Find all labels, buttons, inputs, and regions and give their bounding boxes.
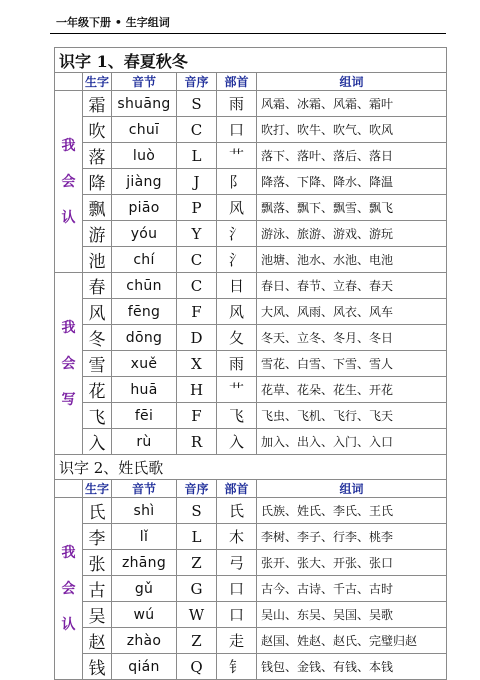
table-row [55, 602, 447, 628]
column-header-char: 生字 [83, 480, 112, 498]
cell-words: 春日、春节、立春、春天 [257, 273, 447, 299]
group-label [55, 273, 83, 455]
cell-character: 吹 [83, 117, 112, 143]
cell-character: 吴 [83, 602, 112, 628]
group-label-char: 会 [61, 580, 76, 597]
cell-pinyin: yóu [112, 221, 177, 247]
cell-words: 李树、李子、行李、桃李 [257, 524, 447, 550]
cell-words: 钱包、金钱、有钱、本钱 [257, 654, 447, 680]
table-row [55, 377, 447, 403]
table-row [55, 628, 447, 654]
cell-initial-letter: C [177, 273, 217, 299]
cell-pinyin: huā [112, 377, 177, 403]
cell-radical: 口 [217, 602, 257, 628]
cell-words: 冬天、立冬、冬月、冬日 [257, 325, 447, 351]
table-row [55, 195, 447, 221]
table-row [55, 654, 447, 680]
cell-pinyin: qián [112, 654, 177, 680]
cell-radical: 夂 [217, 325, 257, 351]
column-header-radical: 部首 [217, 73, 257, 91]
cell-initial-letter: W [177, 602, 217, 628]
header-divider [50, 33, 446, 34]
cell-pinyin: shuāng [112, 91, 177, 117]
cell-character: 风 [83, 299, 112, 325]
cell-initial-letter: Z [177, 550, 217, 576]
cell-radical: 口 [217, 576, 257, 602]
column-header-pinyin: 音节 [112, 73, 177, 91]
cell-words: 吹打、吹牛、吹气、吹风 [257, 117, 447, 143]
cell-initial-letter: F [177, 403, 217, 429]
cell-character: 冬 [83, 325, 112, 351]
group-label-char: 我 [61, 319, 76, 336]
cell-pinyin: zhāng [112, 550, 177, 576]
cell-initial-letter: D [177, 325, 217, 351]
cell-initial-letter: S [177, 498, 217, 524]
cell-radical: 入 [217, 429, 257, 455]
group-label [55, 91, 83, 273]
section-title: 识字 1、春夏秋冬 [55, 48, 447, 73]
column-header-blank [55, 73, 83, 91]
cell-initial-letter: P [177, 195, 217, 221]
cell-words: 降落、下降、降水、降温 [257, 169, 447, 195]
cell-character: 降 [83, 169, 112, 195]
cell-pinyin: fēi [112, 403, 177, 429]
cell-initial-letter: F [177, 299, 217, 325]
group-label-char: 我 [61, 544, 76, 561]
cell-character: 池 [83, 247, 112, 273]
cell-words: 雪花、白雪、下雪、雪人 [257, 351, 447, 377]
table-row [55, 351, 447, 377]
cell-radical: 氏 [217, 498, 257, 524]
section-title-row [55, 455, 447, 480]
group-label-char: 会 [61, 173, 76, 190]
group-label [55, 498, 83, 680]
cell-radical: 弓 [217, 550, 257, 576]
table-row [55, 143, 447, 169]
cell-character: 飘 [83, 195, 112, 221]
group-label-char: 写 [61, 391, 76, 408]
cell-character: 张 [83, 550, 112, 576]
table-row [55, 550, 447, 576]
cell-initial-letter: R [177, 429, 217, 455]
page-header-title: 一年级下册 • 生字组词 [56, 16, 170, 29]
cell-words: 大风、风雨、风衣、风车 [257, 299, 447, 325]
section-title: 识字 2、姓氏歌 [55, 455, 447, 480]
cell-words: 张开、张大、开张、张口 [257, 550, 447, 576]
column-header-pinyin: 音节 [112, 480, 177, 498]
table-row [55, 403, 447, 429]
cell-pinyin: wú [112, 602, 177, 628]
cell-pinyin: dōng [112, 325, 177, 351]
cell-words: 吴山、东吴、吴国、吴歌 [257, 602, 447, 628]
cell-initial-letter: H [177, 377, 217, 403]
cell-radical: 木 [217, 524, 257, 550]
cell-radical: 口 [217, 117, 257, 143]
cell-words: 赵国、姓赵、赵氏、完璧归赵 [257, 628, 447, 654]
cell-character: 氏 [83, 498, 112, 524]
column-header-words: 组词 [257, 73, 447, 91]
cell-pinyin: zhào [112, 628, 177, 654]
section-title-row [55, 48, 447, 73]
column-header-char: 生字 [83, 73, 112, 91]
cell-words: 飞虫、飞机、飞行、飞天 [257, 403, 447, 429]
cell-character: 入 [83, 429, 112, 455]
cell-character: 雪 [83, 351, 112, 377]
table-row [55, 117, 447, 143]
cell-character: 霜 [83, 91, 112, 117]
cell-radical: 日 [217, 273, 257, 299]
cell-radical: 风 [217, 299, 257, 325]
cell-radical: 雨 [217, 91, 257, 117]
cell-radical: 钅 [217, 654, 257, 680]
group-label-char: 认 [61, 209, 76, 226]
cell-character: 钱 [83, 654, 112, 680]
cell-character: 春 [83, 273, 112, 299]
table-row [55, 429, 447, 455]
column-header-blank [55, 480, 83, 498]
vocabulary-table [54, 47, 447, 680]
group-label-char: 认 [61, 616, 76, 633]
cell-pinyin: jiàng [112, 169, 177, 195]
cell-initial-letter: L [177, 143, 217, 169]
cell-words: 风霜、冰霜、风霜、霜叶 [257, 91, 447, 117]
column-header-letter: 音序 [177, 480, 217, 498]
cell-initial-letter: J [177, 169, 217, 195]
cell-pinyin: luò [112, 143, 177, 169]
cell-pinyin: chí [112, 247, 177, 273]
cell-radical: 风 [217, 195, 257, 221]
table-row [55, 524, 447, 550]
cell-character: 飞 [83, 403, 112, 429]
cell-character: 落 [83, 143, 112, 169]
cell-initial-letter: L [177, 524, 217, 550]
cell-pinyin: xuě [112, 351, 177, 377]
cell-words: 飘落、飘下、飘雪、飘飞 [257, 195, 447, 221]
cell-radical: 阝 [217, 169, 257, 195]
cell-words: 池塘、池水、水池、电池 [257, 247, 447, 273]
cell-character: 花 [83, 377, 112, 403]
group-label-char: 我 [61, 137, 76, 154]
cell-words: 氏族、姓氏、李氏、王氏 [257, 498, 447, 524]
cell-pinyin: fēng [112, 299, 177, 325]
cell-pinyin: chuī [112, 117, 177, 143]
cell-character: 李 [83, 524, 112, 550]
cell-words: 古今、古诗、千古、古时 [257, 576, 447, 602]
cell-character: 古 [83, 576, 112, 602]
table-row [55, 498, 447, 524]
cell-initial-letter: X [177, 351, 217, 377]
cell-words: 游泳、旅游、游戏、游玩 [257, 221, 447, 247]
cell-initial-letter: G [177, 576, 217, 602]
cell-initial-letter: C [177, 247, 217, 273]
cell-words: 花草、花朵、花生、开花 [257, 377, 447, 403]
table-row [55, 325, 447, 351]
cell-initial-letter: S [177, 91, 217, 117]
column-header-row [55, 480, 447, 498]
column-header-radical: 部首 [217, 480, 257, 498]
cell-pinyin: shì [112, 498, 177, 524]
cell-radical: 艹 [217, 143, 257, 169]
cell-radical: 走 [217, 628, 257, 654]
cell-pinyin: lǐ [112, 524, 177, 550]
cell-initial-letter: Z [177, 628, 217, 654]
cell-radical: 艹 [217, 377, 257, 403]
cell-initial-letter: C [177, 117, 217, 143]
cell-character: 赵 [83, 628, 112, 654]
cell-radical: 氵 [217, 221, 257, 247]
table-row [55, 576, 447, 602]
cell-radical: 雨 [217, 351, 257, 377]
cell-words: 落下、落叶、落后、落日 [257, 143, 447, 169]
cell-pinyin: gǔ [112, 576, 177, 602]
cell-radical: 氵 [217, 247, 257, 273]
column-header-words: 组词 [257, 480, 447, 498]
cell-radical: 飞 [217, 403, 257, 429]
cell-pinyin: chūn [112, 273, 177, 299]
table-row [55, 247, 447, 273]
cell-pinyin: rù [112, 429, 177, 455]
table-row [55, 169, 447, 195]
table-row [55, 273, 447, 299]
table-row [55, 299, 447, 325]
cell-initial-letter: Y [177, 221, 217, 247]
column-header-row [55, 73, 447, 91]
table-row [55, 221, 447, 247]
table-row [55, 91, 447, 117]
cell-initial-letter: Q [177, 654, 217, 680]
cell-pinyin: piāo [112, 195, 177, 221]
cell-words: 加入、出入、入门、入口 [257, 429, 447, 455]
group-label-char: 会 [61, 355, 76, 372]
column-header-letter: 音序 [177, 73, 217, 91]
cell-character: 游 [83, 221, 112, 247]
